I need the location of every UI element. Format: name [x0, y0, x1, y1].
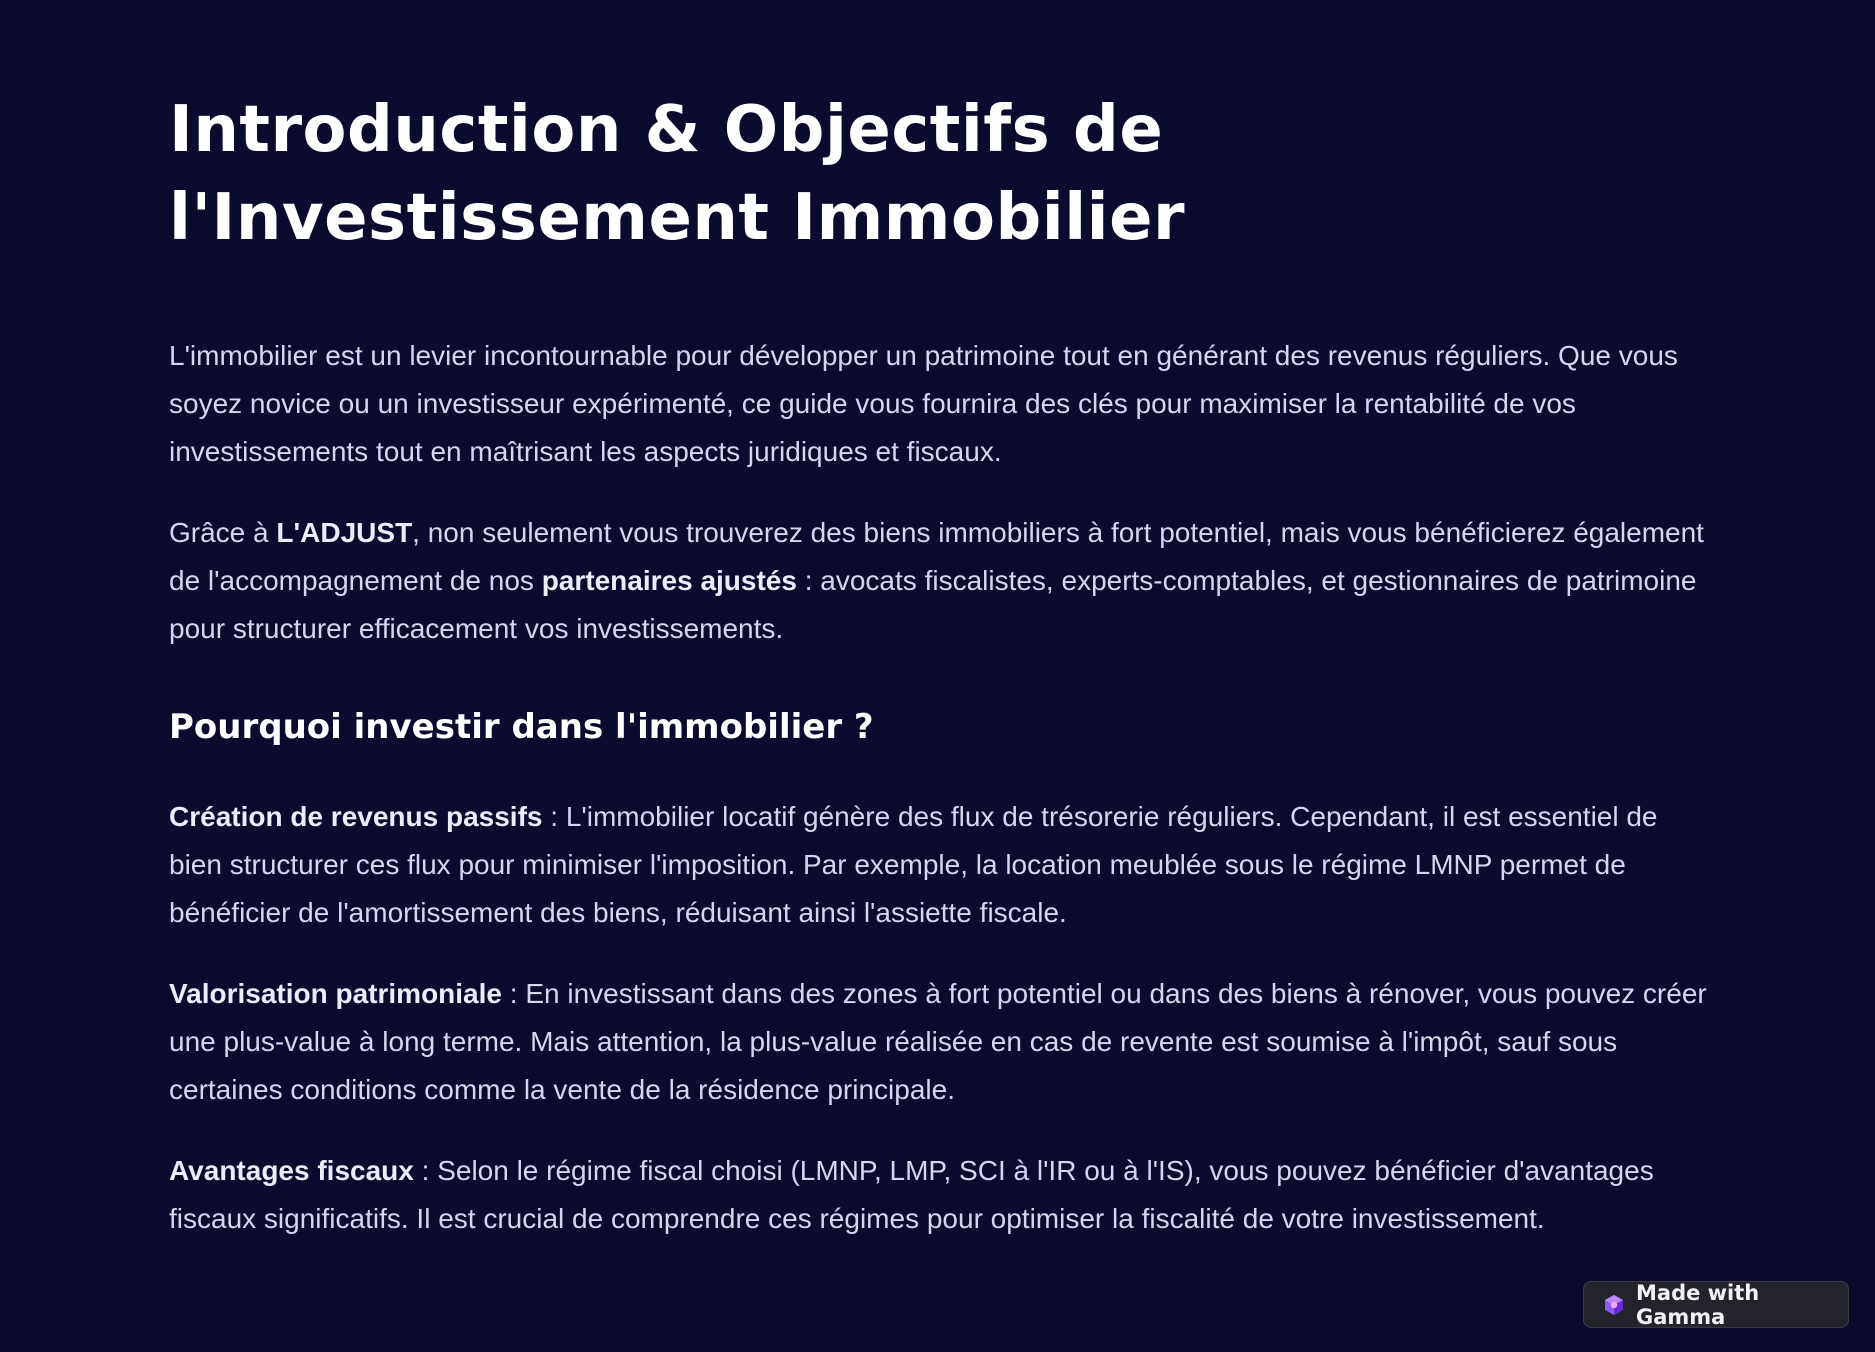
reason-text: : En investissant dans des zones à fort potentiel ou dans des biens à rénover, vous pouvez créer une plus-value à long terme. Mais attention, la plus-value réalisée en cas de revente est soumise à l'impôt, sauf sous certaines conditions comme la vente de la résidence principale.	[169, 978, 1707, 1105]
reason-paragraph-valorisation	[169, 970, 1709, 1114]
gamma-logo-icon	[1602, 1293, 1626, 1317]
intro-p2-mid: , non seulement vous trouverez des biens immobiliers à fort potentiel, mais vous bénéficierez également de l'accompagnement de nos	[169, 517, 1704, 596]
intro-p2-start: Grâce à	[169, 517, 277, 548]
intro-paragraph-2	[169, 509, 1709, 653]
reason-text: : L'immobilier locatif génère des flux de trésorerie réguliers. Cependant, il est essentiel de bien structurer ces flux pour minimiser l'imposition. Par exemple, la location meublée sous le régime LMNP permet de bénéficier de l'amortissement des biens, réduisant ainsi l'assiette fiscale.	[169, 801, 1658, 928]
intro-p2-end: : avocats fiscalistes, experts-comptables, et gestionnaires de patrimoine pour structurer efficacement vos investissements.	[169, 565, 1697, 644]
brand-name: L'ADJUST	[276, 517, 413, 548]
reason-term: Valorisation patrimoniale	[169, 978, 502, 1009]
slide-content	[169, 86, 1709, 1243]
reason-paragraph-tax-advantages	[169, 1147, 1709, 1243]
reason-paragraph-passive-income	[169, 793, 1709, 937]
badge-label: Made with Gamma	[1636, 1280, 1760, 1329]
reason-text: : Selon le régime fiscal choisi (LMNP, LMP, SCI à l'IR ou à l'IS), vous pouvez bénéficier d'avantages fiscaux significatifs. Il est crucial de comprendre ces régimes pour optimiser la fiscalité de votre investissement.	[169, 1155, 1654, 1234]
section-heading: Pourquoi investir dans l'immobilier ?	[169, 707, 874, 747]
page-title: Introduction & Objectifs de l'Investissement Immobilier	[169, 93, 1186, 255]
reason-term: Création de revenus passifs	[169, 801, 543, 832]
partners-term: partenaires ajustés	[541, 565, 797, 596]
intro-paragraph-1: L'immobilier est un levier incontournable pour développer un patrimoine tout en générant des revenus réguliers. Que vous soyez novice ou un investisseur expérimenté, ce guide vous fournira des clés pour maximiser la rentabilité de vos investissements tout en maîtrisant les aspects juridiques et fiscaux.	[169, 340, 1678, 467]
made-with-gamma-badge[interactable]	[1583, 1281, 1849, 1328]
reason-term: Avantages fiscaux	[169, 1155, 414, 1186]
